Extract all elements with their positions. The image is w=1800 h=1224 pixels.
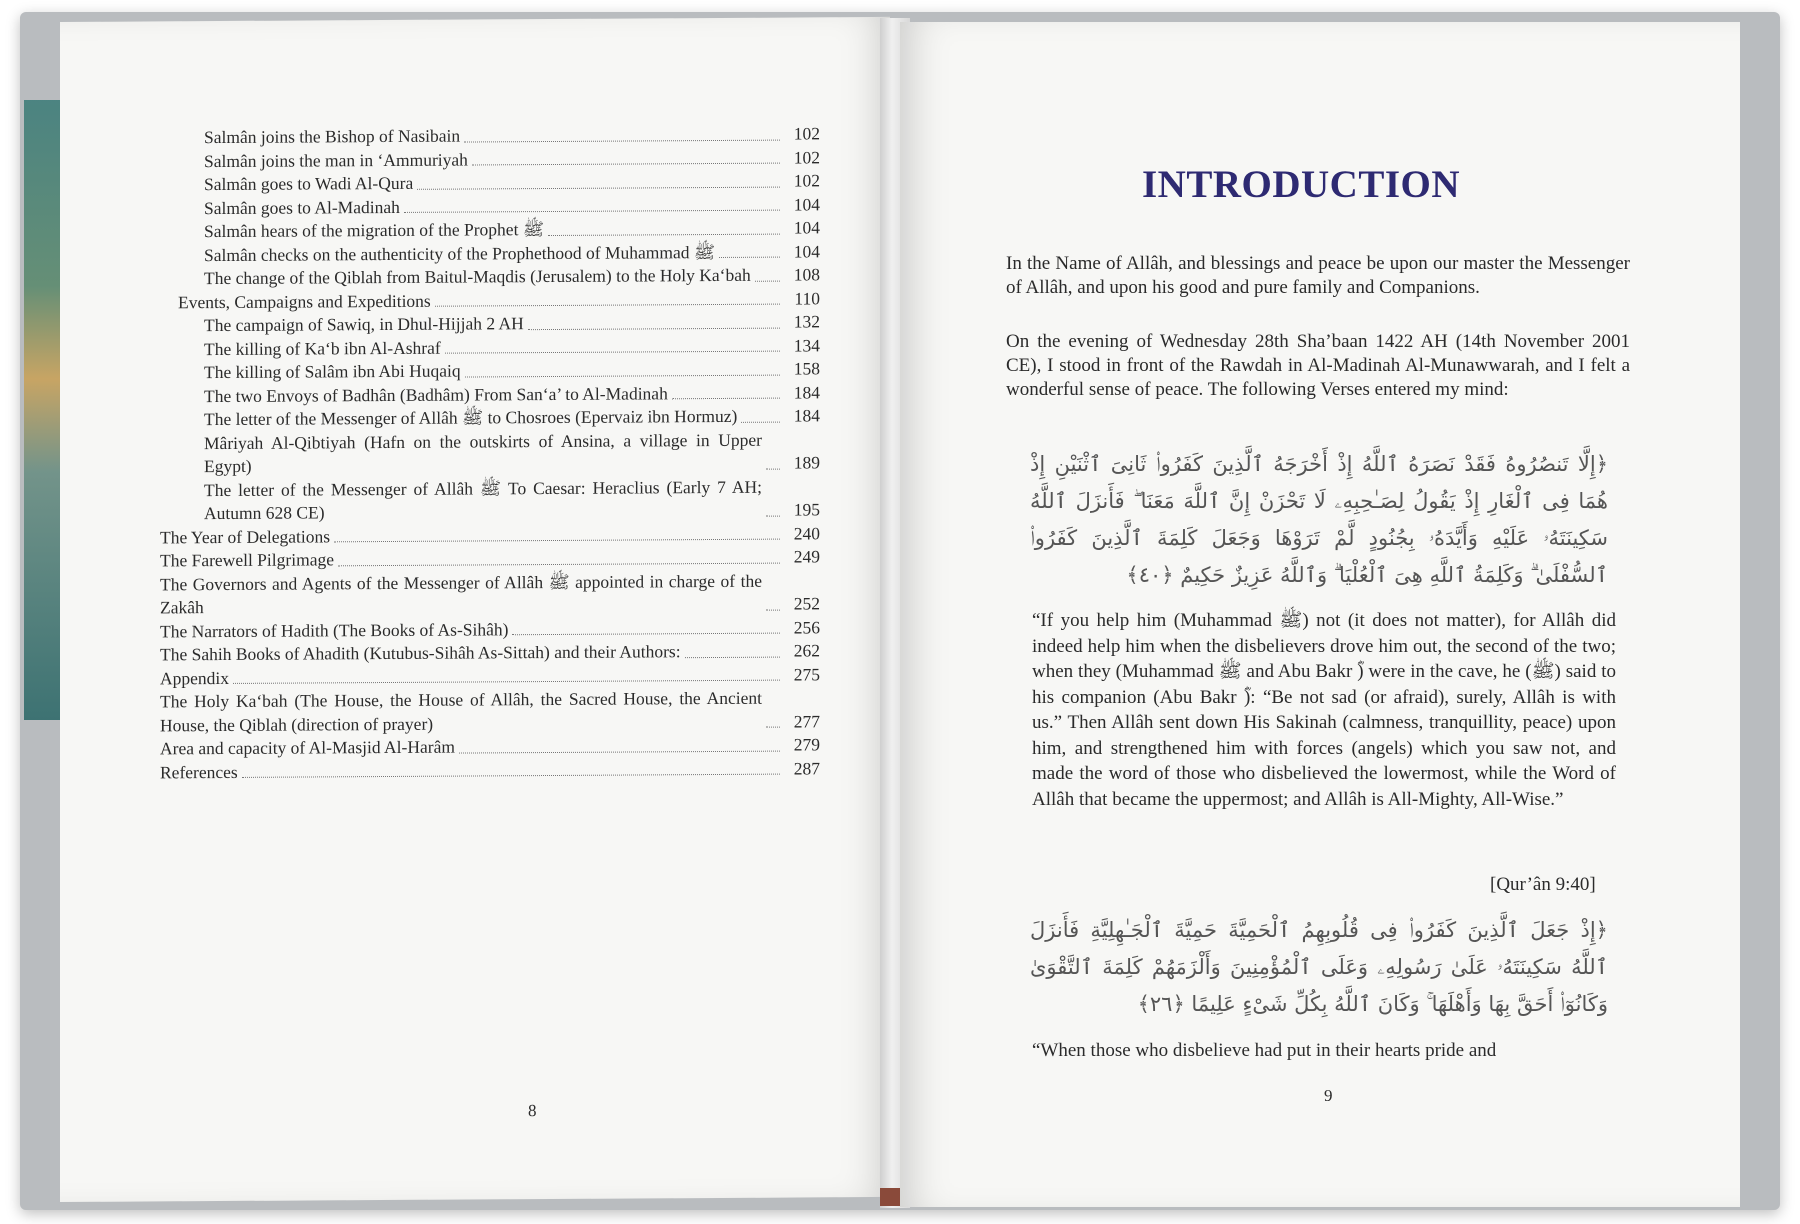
toc-leader-dots bbox=[465, 374, 780, 377]
toc-page-number: 132 bbox=[793, 311, 820, 332]
toc-entry-title: The letter of the Messenger of Allâh ﷺ to Chosroes (Epervaiz ibn Hormuz) bbox=[204, 405, 738, 430]
page-number-left: 8 bbox=[528, 1101, 537, 1121]
toc-leader-dots bbox=[233, 680, 780, 684]
toc-leader-dots bbox=[417, 186, 780, 189]
toc-entry-title: Appendix bbox=[160, 667, 230, 688]
toc-page-number: 287 bbox=[793, 757, 820, 779]
toc-leader-dots bbox=[338, 562, 780, 566]
toc-leader-dots bbox=[685, 656, 780, 658]
toc-entry-title: The Farewell Pilgrimage bbox=[160, 549, 334, 571]
toc-page-number: 277 bbox=[793, 710, 820, 732]
toc-entry-title: The Sahih Books of Ahadith (Kutubus-Sihâh As-Sittah) and their Authors: bbox=[160, 641, 681, 665]
toc-entry-title: Salmân goes to Al-Madinah bbox=[204, 196, 400, 218]
toc-page-number: 158 bbox=[793, 358, 820, 379]
toc-leader-dots bbox=[464, 139, 780, 142]
toc-page-number: 184 bbox=[793, 381, 820, 403]
toc-entry-title: Salmân goes to Wadi Al-Qura bbox=[204, 172, 414, 195]
toc-leader-dots bbox=[755, 280, 780, 281]
toc-page-number: 102 bbox=[793, 170, 820, 191]
left-page bbox=[60, 17, 890, 1202]
toc-entry-title: Salmân checks on the authenticity of the Prophethood of Muhammad ﷺ bbox=[204, 241, 716, 265]
toc-entry-title: The killing of Ka‘b ibn Al-Ashraf bbox=[204, 337, 441, 359]
toc-page-number: 134 bbox=[793, 334, 820, 356]
toc-entry-title: The two Envoys of Badhân (Badhâm) From San‘a’ to Al-Madinah bbox=[204, 382, 668, 406]
toc-page-number: 195 bbox=[793, 499, 820, 520]
cover-illustration-strip bbox=[24, 100, 64, 720]
toc-leader-dots bbox=[334, 539, 780, 543]
toc-entry-title: The Holy Ka‘bah (The House, the House of Allâh, the Sacred House, the Ancient House, the Qiblah (direction of prayer) bbox=[160, 687, 762, 735]
toc-leader-dots bbox=[741, 421, 780, 422]
toc-entry bbox=[160, 428, 820, 479]
toc-entry-title: Salmân joins the man in ‘Ammuriyah bbox=[204, 149, 468, 171]
toc-leader-dots bbox=[459, 750, 780, 753]
table-of-contents bbox=[160, 122, 820, 784]
toc-entry bbox=[160, 757, 820, 785]
toc-entry-title: Events, Campaigns and Expeditions bbox=[178, 290, 431, 312]
toc-entry-title: Salmân joins the Bishop of Nasibain bbox=[204, 125, 461, 148]
page-title: INTRODUCTION bbox=[1142, 163, 1461, 206]
toc-page-number: 104 bbox=[793, 193, 820, 215]
toc-leader-dots bbox=[435, 304, 780, 307]
toc-leader-dots bbox=[548, 233, 780, 235]
toc-entry-title: Area and capacity of Al-Masjid Al-Harâm bbox=[160, 736, 455, 759]
toc-page-number: 256 bbox=[793, 616, 820, 638]
toc-entry-title: Salmân hears of the migration of the Prophet ﷺ bbox=[204, 219, 544, 242]
verse-reference: [Qur’ân 9:40] bbox=[1490, 874, 1596, 895]
toc-page-number: 108 bbox=[793, 264, 820, 285]
toc-page-number: 252 bbox=[793, 593, 820, 614]
toc-leader-dots bbox=[766, 609, 780, 610]
toc-page-number: 110 bbox=[794, 287, 820, 309]
toc-entry-title: The Year of Delegations bbox=[160, 525, 331, 547]
toc-leader-dots bbox=[719, 257, 780, 258]
page-number-right: 9 bbox=[1324, 1086, 1333, 1105]
toc-entry-title: The letter of the Messenger of Allâh ﷺ To Caesar: Heraclius (Early 7 AH; Autumn 628 CE) bbox=[204, 476, 762, 524]
toc-leader-dots bbox=[512, 633, 780, 636]
toc-page-number: 104 bbox=[793, 240, 820, 262]
translation-continued: “When those who disbelieve had put in their hearts pride and bbox=[1032, 1040, 1497, 1061]
toc-entry bbox=[160, 569, 820, 620]
toc-entry-title: The campaign of Sawiq, in Dhul-Hijjah 2 AH bbox=[204, 313, 524, 336]
toc-page-number: 240 bbox=[793, 522, 820, 544]
toc-page-number: 184 bbox=[793, 405, 820, 426]
toc-entry-title: The change of the Qiblah from Baitul-Maqdis (Jerusalem) to the Holy Ka‘bah bbox=[204, 264, 751, 289]
arabic-verse-1: ﴿إِلَّا تَنصُرُوهُ فَقَدْ نَصَرَهُ ٱللَّهُ إِذْ أَخْرَجَهُ ٱلَّذِينَ كَفَرُوا۟ ثَانِىَ ٱثْنَيْنِ إِذْ هُمَا فِى ٱلْغَارِ إِذْ يَقُولُ لِصَـٰحِبِهِۦ لَا تَحْزَنْ إِنَّ ٱللَّهَ مَعَنَا ۖ فَأَنزَلَ ٱللَّهُ سَكِينَتَهُۥ عَلَيْهِ وَأَيَّدَهُۥ بِجُنُودٍ لَّمْ تَرَوْهَا وَجَعَلَ كَلِمَةَ ٱلَّذِينَ كَفَرُوا۟ ٱلسُّفْلَىٰ ۗ وَكَلِمَةُ ٱللَّهِ هِىَ ٱلْعُلْيَا ۗ وَٱللَّهُ عَزِيزٌ حَكِيمٌ ﴿٤٠﴾ bbox=[1030, 452, 1608, 587]
toc-entry-title: References bbox=[160, 761, 238, 782]
intro-paragraph-1: In the Name of Allâh, and blessings and peace be upon our master the Messenger of Allâh, and upon his good and pure family and Companions. bbox=[1006, 253, 1630, 298]
toc-leader-dots bbox=[766, 727, 780, 728]
toc-entry-title: Mâriyah Al-Qibtiyah (Hafn on the outskirts of Ansina, a village in Upper Egypt) bbox=[204, 429, 762, 477]
toc-page-number: 279 bbox=[793, 734, 820, 755]
toc-page-number: 262 bbox=[793, 640, 820, 661]
toc-leader-dots bbox=[766, 468, 780, 469]
toc-leader-dots bbox=[672, 398, 780, 400]
toc-leader-dots bbox=[445, 351, 780, 354]
toc-entry-title: The Narrators of Hadith (The Books of As-Sihâh) bbox=[160, 618, 509, 641]
toc-page-number: 102 bbox=[793, 123, 820, 144]
arabic-verse-2: ﴿إِذْ جَعَلَ ٱلَّذِينَ كَفَرُوا۟ فِى قُلُوبِهِمُ ٱلْحَمِيَّةَ حَمِيَّةَ ٱلْجَـٰهِلِيَّةِ فَأَنزَلَ ٱللَّهُ سَكِينَتَهُۥ عَلَىٰ رَسُولِهِۦ وَعَلَى ٱلْمُؤْمِنِينَ وَأَلْزَمَهُمْ كَلِمَةَ ٱلتَّقْوَىٰ وَكَانُوٓا۟ أَحَقَّ بِهَا وَأَهْلَهَا ۚ وَكَانَ ٱللَّهُ بِكُلِّ شَىْءٍ عَلِيمًا ﴿٢٦﴾ bbox=[1030, 918, 1608, 1016]
toc-leader-dots bbox=[242, 774, 780, 778]
toc-entry bbox=[160, 475, 820, 526]
toc-leader-dots bbox=[528, 327, 780, 330]
toc-entry-title: The Governors and Agents of the Messenger of Allâh ﷺ appointed in charge of the Zakâh bbox=[160, 570, 762, 618]
intro-paragraph-2: On the evening of Wednesday 28th Sha’baan 1422 AH (14th November 2001 CE), I stood in front of the Rawdah in Al-Madinah Al-Munawwarah, and I felt a wonderful sense of peace. The following Verses entered my mind: bbox=[1006, 331, 1630, 400]
toc-entry-title: The killing of Salâm ibn Abi Huqaiq bbox=[204, 360, 461, 383]
toc-page-number: 275 bbox=[793, 663, 820, 685]
toc-page-number: 189 bbox=[793, 452, 820, 473]
toc-page-number: 102 bbox=[793, 146, 820, 168]
toc-leader-dots bbox=[404, 210, 780, 213]
verse-translation: “If you help him (Muhammad ﷺ) not (it does not matter), for Allâh did indeed help him when the disbelievers drove him out, the second of the two; when they (Muhammad ﷺ and Abu Bakr ؓ) were in the cave, he (ﷺ) said to his companion (Abu Bakr ؓ): “Be not sad (or afraid), surely, Allâh is with us.” Then Allâh sent down His Sakinah (calmness, tranquillity, peace) upon him, and strengthened him with forces (angels) which you saw not, and made the word of those who disbelieved the lowermost, while the Word of Allâh that became the uppermost; and Allâh is All-Mighty, All-Wise.” bbox=[1032, 610, 1616, 810]
toc-leader-dots bbox=[472, 163, 780, 166]
toc-leader-dots bbox=[766, 515, 780, 516]
toc-entry bbox=[160, 686, 820, 737]
toc-page-number: 104 bbox=[793, 217, 820, 238]
toc-page-number: 249 bbox=[793, 546, 820, 567]
